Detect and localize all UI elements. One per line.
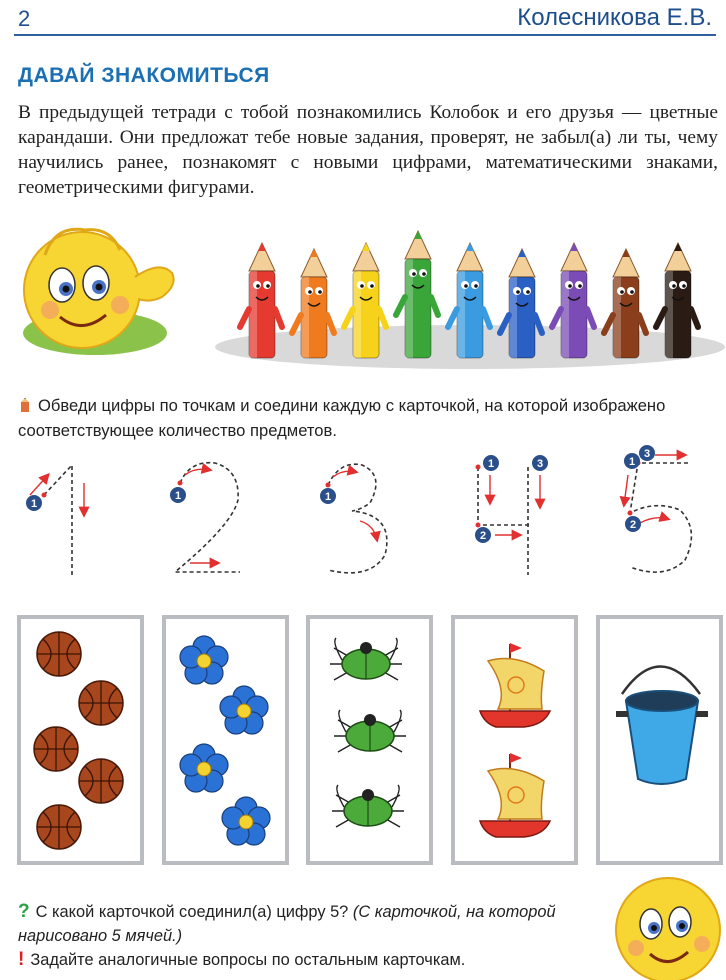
marker-digit-4-b (475, 527, 491, 543)
dotted-digits (0, 445, 726, 595)
marker-digit-5-a (624, 453, 640, 469)
note-block (18, 948, 618, 972)
svg-text:1: 1 (628, 456, 636, 468)
task-instruction (18, 393, 724, 443)
pencil-row (240, 231, 698, 358)
digit-1-trace[interactable] (30, 465, 84, 575)
svg-text:1: 1 (174, 490, 182, 502)
card-basketballs[interactable] (17, 615, 144, 865)
bucket-icon (600, 619, 719, 861)
card-beetles[interactable] (306, 615, 433, 865)
page-number: 2 (18, 6, 31, 31)
digit-3-trace[interactable] (326, 464, 387, 573)
marker-digit-5-b (625, 516, 641, 532)
question-block (18, 900, 598, 948)
digit-5-trace[interactable] (624, 455, 691, 572)
card-boats[interactable] (451, 615, 578, 865)
digit-4-trace[interactable] (476, 465, 541, 576)
svg-text:1: 1 (324, 491, 332, 503)
task-text: Обведи цифры по точкам и соедини каждую с карточкой, на которой изображено соответствующее количество предметов. (18, 396, 666, 440)
svg-text:1: 1 (30, 498, 38, 510)
marker-digit-2 (170, 487, 186, 503)
svg-text:1: 1 (487, 458, 495, 470)
marker-digit-5-c (639, 445, 655, 461)
flower-icons (166, 619, 285, 861)
svg-text:3: 3 (536, 458, 544, 470)
intro-paragraph: В предыдущей тетради с тобой познакомились Колобок и его друзья — цветные карандаши. Они предложат тебе новые задания, проверят, не забыл(а) ли ты, чему научились ранее, познакомят с новыми цифрами, математическими знаками, геометрическими фигурами. (18, 102, 718, 198)
pencil-icon (18, 398, 32, 412)
section-title: ДАВАЙ ЗНАКОМИТЬСЯ (18, 64, 270, 87)
beetle-icons (310, 619, 429, 861)
kolobok-small-icon (606, 868, 726, 980)
question-icon: ? (18, 901, 30, 922)
svg-text:2: 2 (629, 519, 637, 531)
marker-digit-4-c (532, 455, 548, 471)
note-text: Задайте аналогичные вопросы по остальным карточкам. (30, 951, 466, 969)
start-markers (26, 445, 655, 543)
kolobok-and-pencils-illustration (0, 205, 726, 380)
marker-digit-1 (26, 495, 42, 511)
exclamation-icon: ! (18, 949, 25, 970)
card-flowers[interactable] (162, 615, 289, 865)
marker-digit-3 (320, 488, 336, 504)
header-divider (14, 34, 716, 36)
boat-icons (455, 619, 574, 861)
question-text: С какой карточкой соединил(а) цифру 5? (35, 903, 353, 921)
question-answer: (С карточкой, на которой нарисовано 5 мячей.) (18, 903, 556, 945)
digit-2-trace[interactable] (175, 463, 240, 572)
svg-text:2: 2 (479, 530, 487, 542)
card-bucket[interactable] (596, 615, 723, 865)
svg-text:3: 3 (643, 448, 651, 460)
basketball-icons (21, 619, 140, 861)
author-name: Колесникова Е.В. (517, 4, 712, 31)
marker-digit-4-a (483, 455, 499, 471)
